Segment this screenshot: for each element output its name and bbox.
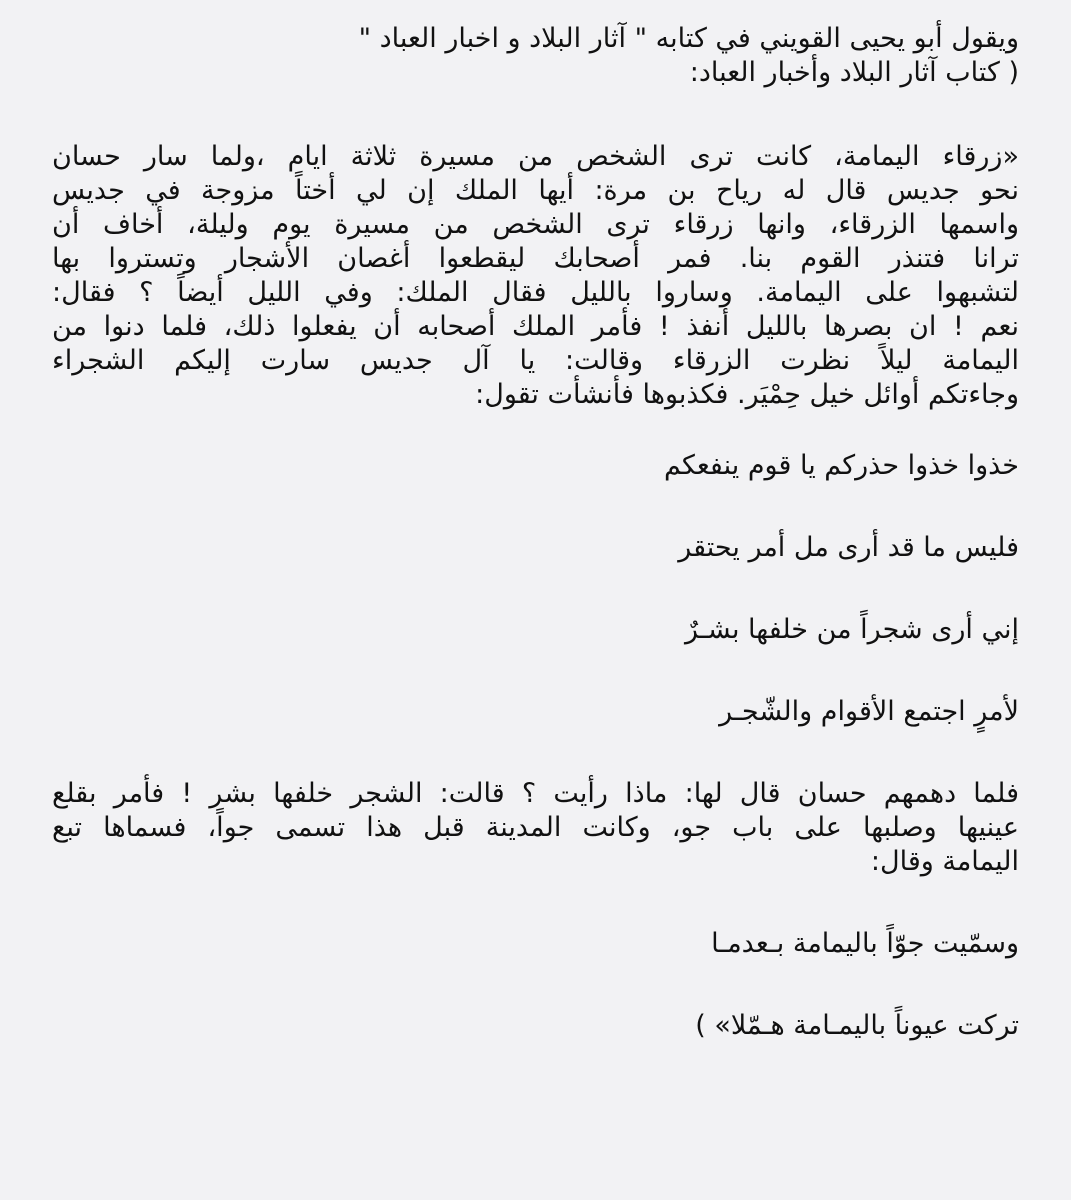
verse-line: لأمرٍ اجتمع الأقوام والشّجـر [719, 696, 1019, 727]
intro-line: ( كتاب آثار البلاد وأخبار العباد: [689, 57, 1019, 88]
story-line: «زرقاء اليمامة، كانت ترى الشخص من مسيرة ثلاثة ايام ،ولما سار حسان [52, 141, 1019, 172]
verse-line: تركت عيوناً باليمـامة هـمّلا» ) [695, 1010, 1019, 1041]
story-line: ترانا فتنذر القوم بنا. فمر أصحابك ليقطعوا أغصان الأشجار وتستروا بها [52, 243, 1019, 274]
verse-gap [52, 647, 1019, 695]
paragraph-gap [52, 90, 1019, 140]
verse-line: فليس ما قد أرى مل أمر يحتقر [678, 532, 1019, 563]
verse-gap [52, 565, 1019, 613]
story-line: نعم ! ان بصرها بالليل أنفذ ! فأمر الملك أصحابه أن يفعلوا ذلك، فلما دنوا من [52, 311, 1019, 342]
story-line: لتشبهوا على اليمامة. وساروا بالليل فقال الملك: وفي الليل أيضاً ؟ فقال: [52, 277, 1019, 308]
paragraph-gap [52, 412, 1019, 449]
verse-line: إني أرى شجراً من خلفها بشـرٌ [685, 614, 1019, 645]
story-line: اليمامة ليلاً نظرت الزرقاء وقالت: يا آل جديس سارت إليكم الشجراء [52, 345, 1019, 376]
story-line: نحو جديس قال له رياح بن مرة: أيها الملك إن لي أختاً مزوجة في جديس [52, 175, 1019, 206]
story-line: وجاءتكم أوائل خيل حِمْيَر. فكذبوها فأنشأت تقول: [475, 379, 1019, 410]
verse-line: خذوا خذوا حذركم يا قوم ينفعكم [664, 450, 1019, 481]
verse-gap [52, 483, 1019, 531]
ending-line: فلما دهمهم حسان قال لها: ماذا رأيت ؟ قالت: الشجر خلفها بشر ! فأمر بقلع [52, 778, 1019, 809]
paragraph-gap [52, 879, 1019, 927]
ending-line: عينيها وصلبها على باب جو، وكانت المدينة قبل هذا تسمى جواً، فسماها تبع [52, 812, 1019, 843]
paragraph-gap [52, 729, 1019, 777]
ending-line: اليمامة وقال: [870, 846, 1019, 877]
verse-gap [52, 961, 1019, 1009]
story-line: واسمها الزرقاء، وانها زرقاء ترى الشخص من مسيرة يوم وليلة، أخاف أن [52, 209, 1019, 240]
intro-line: ويقول أبو يحيى القويني في كتابه " آثار البلاد و اخبار العباد " [358, 23, 1019, 54]
verse-line: وسمّيت جوّاً باليمامة بـعدمـا [711, 928, 1019, 959]
